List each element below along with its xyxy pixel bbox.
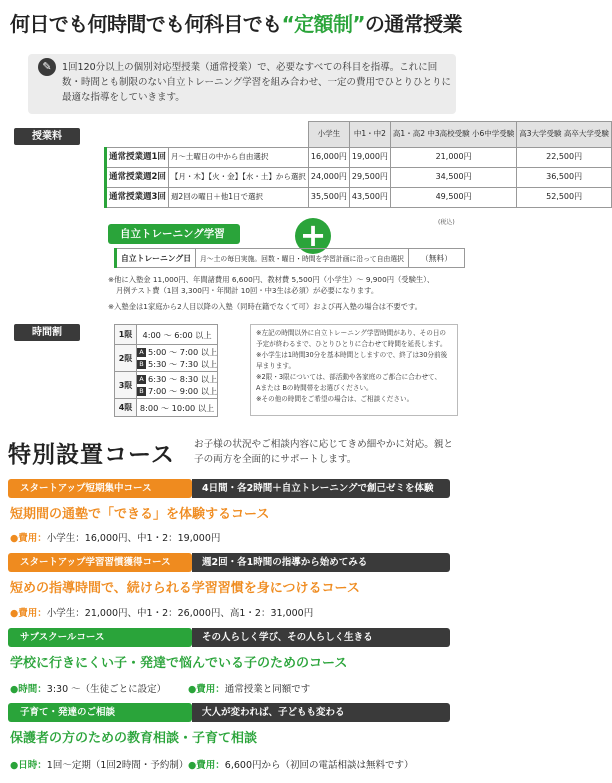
fee-cell: 49,500円 — [390, 188, 516, 208]
fee-row — [106, 188, 612, 208]
period-time — [137, 325, 218, 345]
fee-note-2: 月例テスト費（1回 3,300円・年間計 10回・中3生は必須）が必要になります。 — [116, 286, 379, 295]
fees-tag: 授業料 — [14, 128, 80, 145]
fee-cell: 22,500円 — [517, 148, 612, 168]
course-detail — [10, 530, 220, 544]
period-label: 3限 — [115, 372, 137, 399]
special-courses-subtitle: お子様の状況やご相談内容に応じてきめ細やかに対応。親と子の両方を全面的にサポートします。 — [194, 439, 454, 465]
detail-key: ●費用： — [188, 684, 225, 695]
fee-cell: 35,500円 — [308, 188, 349, 208]
fee-cell: 43,500円 — [349, 188, 390, 208]
time-text: 8:00 〜 10:00 以上 — [139, 402, 215, 413]
fee-table — [104, 121, 612, 208]
period-label: 1限 — [115, 325, 137, 345]
fee-cell: 21,000円 — [390, 148, 516, 168]
header-hs12: 高1・高2 中3高校受験 小6中学受験 — [390, 122, 516, 148]
page-title — [10, 8, 462, 37]
title-part1: 何日でも何時間でも何科目でも — [10, 12, 282, 36]
course-headline: 保護者の方のための教育相談・子育て相談 — [10, 731, 258, 746]
plus-icon: + — [295, 218, 331, 254]
detail-key: ●日時： — [10, 760, 47, 771]
timetable-note: ※左記の時間以外に自立トレーニング学習時間があり、その日の予定が終わるまで、ひとりひとりに合わせて時間を延長します。 — [256, 329, 447, 348]
detail-key: ●時間： — [10, 684, 47, 695]
course-name: スタートアップ学習習慣獲得コース — [8, 553, 192, 572]
timetable-note: ※小学生は1時間30分を基本時間としますので、終了は30分前後早まります。 — [256, 351, 448, 370]
course-detail — [188, 681, 310, 695]
course-detail — [188, 757, 414, 771]
course-headline: 学校に行きにくい子・発達で悩んでいる子のためのコース — [10, 656, 348, 671]
timetable-row — [115, 372, 218, 399]
period-label: 2限 — [115, 345, 137, 372]
fee-cell: 16,000円 — [308, 148, 349, 168]
detail-value: 小学生：16,000円、中1・2：19,000円 — [46, 533, 221, 544]
timetable-note: ※2限・3限については、部活動や各家庭のご都合に合わせて、 — [256, 373, 442, 381]
fee-cell: 24,000円 — [308, 168, 349, 188]
time-text: 6:30 〜 8:30 以上 — [148, 374, 218, 384]
time-text: 7:00 〜 9:00 以上 — [148, 386, 218, 396]
detail-value: 通常授業と同額です — [224, 684, 311, 695]
detail-key: ●費用： — [10, 608, 47, 619]
course-headline: 短めの指導時間で、続けられる学習習慣を身につけるコース — [10, 581, 360, 596]
pencil-icon: ✎ — [38, 58, 56, 76]
course-detail — [10, 757, 188, 771]
period-time — [137, 399, 218, 417]
course-detail — [10, 681, 166, 695]
timetable — [114, 324, 218, 417]
timetable-row — [115, 325, 218, 345]
header-hs3: 高3大学受験 高卒大学受験 — [517, 122, 612, 148]
fee-cell: 29,500円 — [349, 168, 390, 188]
timetable-row — [115, 345, 218, 372]
fee-row-label: 通常授業週3回 — [106, 188, 169, 208]
course-tagline: その人らしく学び、その人らしく生きる — [192, 628, 450, 647]
badge-b: B — [137, 387, 146, 396]
badge-a: A — [137, 348, 146, 357]
self-training-row-label: 自立トレーニング日 — [116, 249, 196, 268]
time-text: 4:00 〜 6:00 以上 — [142, 329, 212, 340]
fee-row-desc: 週2回の曜日＋他1日で選択 — [168, 188, 308, 208]
timetable-tag: 時間割 — [14, 324, 80, 341]
fee-row-desc: 月〜土曜日の中から自由選択 — [168, 148, 308, 168]
tax-note: (税込) — [438, 219, 455, 226]
detail-key: ●費用： — [10, 533, 47, 544]
period-label: 4限 — [115, 399, 137, 417]
course-name: 子育て・発達のご相談 — [8, 703, 192, 722]
course-name: スタートアップ短期集中コース — [8, 479, 192, 498]
special-courses-title: 特別設置コース — [8, 442, 175, 468]
self-training-row-desc: 月〜土の毎日実施。回数・曜日・時間を学習計画に沿って自由選択 — [196, 249, 409, 268]
timetable-note: Aまたは Bの時間帯をお選びください。 — [256, 384, 373, 392]
course-tagline: 週2回・各1時間の指導から始めてみる — [192, 553, 450, 572]
fee-row — [106, 148, 612, 168]
fee-note-3: ※入塾金は1家庭から2人目以降の入塾（同時在籍でなくて可）および再入塾の場合は不要です。 — [108, 302, 422, 311]
course-name: サブスクールコース — [8, 628, 192, 647]
fee-row — [106, 168, 612, 188]
timetable-note: ※その他の時間をご希望の場合は、ご相談ください。 — [256, 395, 414, 403]
detail-value: 6,600円から（初回の電話相談は無料です） — [224, 760, 414, 771]
fee-row-label: 通常授業週2回 — [106, 168, 169, 188]
fee-cell: 36,500円 — [517, 168, 612, 188]
time-text: 5:30 〜 7:30 以上 — [148, 359, 218, 369]
header-jh12: 中1・中2 — [349, 122, 390, 148]
fee-row-label: 通常授業週1回 — [106, 148, 169, 168]
fee-row-desc: 【月・木】【火・金】【水・土】から選択 — [168, 168, 308, 188]
fee-cell: 34,500円 — [390, 168, 516, 188]
detail-key: ●費用： — [188, 760, 225, 771]
time-text: 5:00 〜 7:00 以上 — [148, 347, 218, 357]
detail-value: 小学生：21,000円、中1・2：26,000円、高1・2：31,000円 — [46, 608, 314, 619]
header-elementary: 小学生 — [308, 122, 349, 148]
self-training-label: 自立トレーニング学習 — [108, 224, 240, 244]
detail-value: 1回〜定期（1回2時間・予約制） — [46, 760, 189, 771]
fee-cell: 52,500円 — [517, 188, 612, 208]
badge-b: B — [137, 360, 146, 369]
course-detail — [10, 605, 313, 619]
course-tagline: 4日間・各2時間＋自立トレーニングで創己ゼミを体験 — [192, 479, 450, 498]
fee-note-1: ※他に入塾金 11,000円、年間諸費用 6,600円、教材費 5,500円（小学生）〜 9,900円（受験生）、 — [108, 275, 435, 284]
fee-cell: 19,000円 — [349, 148, 390, 168]
course-headline: 短期間の通塾で「できる」を体験するコース — [10, 507, 270, 522]
period-time — [137, 345, 218, 372]
title-highlight: “定額制” — [281, 12, 365, 36]
badge-a: A — [137, 375, 146, 384]
title-part2: の通常授業 — [364, 12, 462, 36]
intro-text: 1回120分以上の個別対応型授業（通常授業）で、必要なすべての科目を指導。これに回数・時間とも制限のない自立トレーニング学習を組み合わせ、一定の費用でひとりひとりに最適な指導をしていきます。 — [62, 62, 452, 103]
period-time — [137, 372, 218, 399]
self-training-table — [114, 248, 465, 268]
timetable-notes — [250, 324, 458, 416]
self-training-row-price: （無料） — [408, 249, 464, 268]
timetable-row — [115, 399, 218, 417]
course-tagline: 大人が変われば、子どもも変わる — [192, 703, 450, 722]
detail-value: 3:30 〜（生徒ごとに設定） — [46, 684, 167, 695]
